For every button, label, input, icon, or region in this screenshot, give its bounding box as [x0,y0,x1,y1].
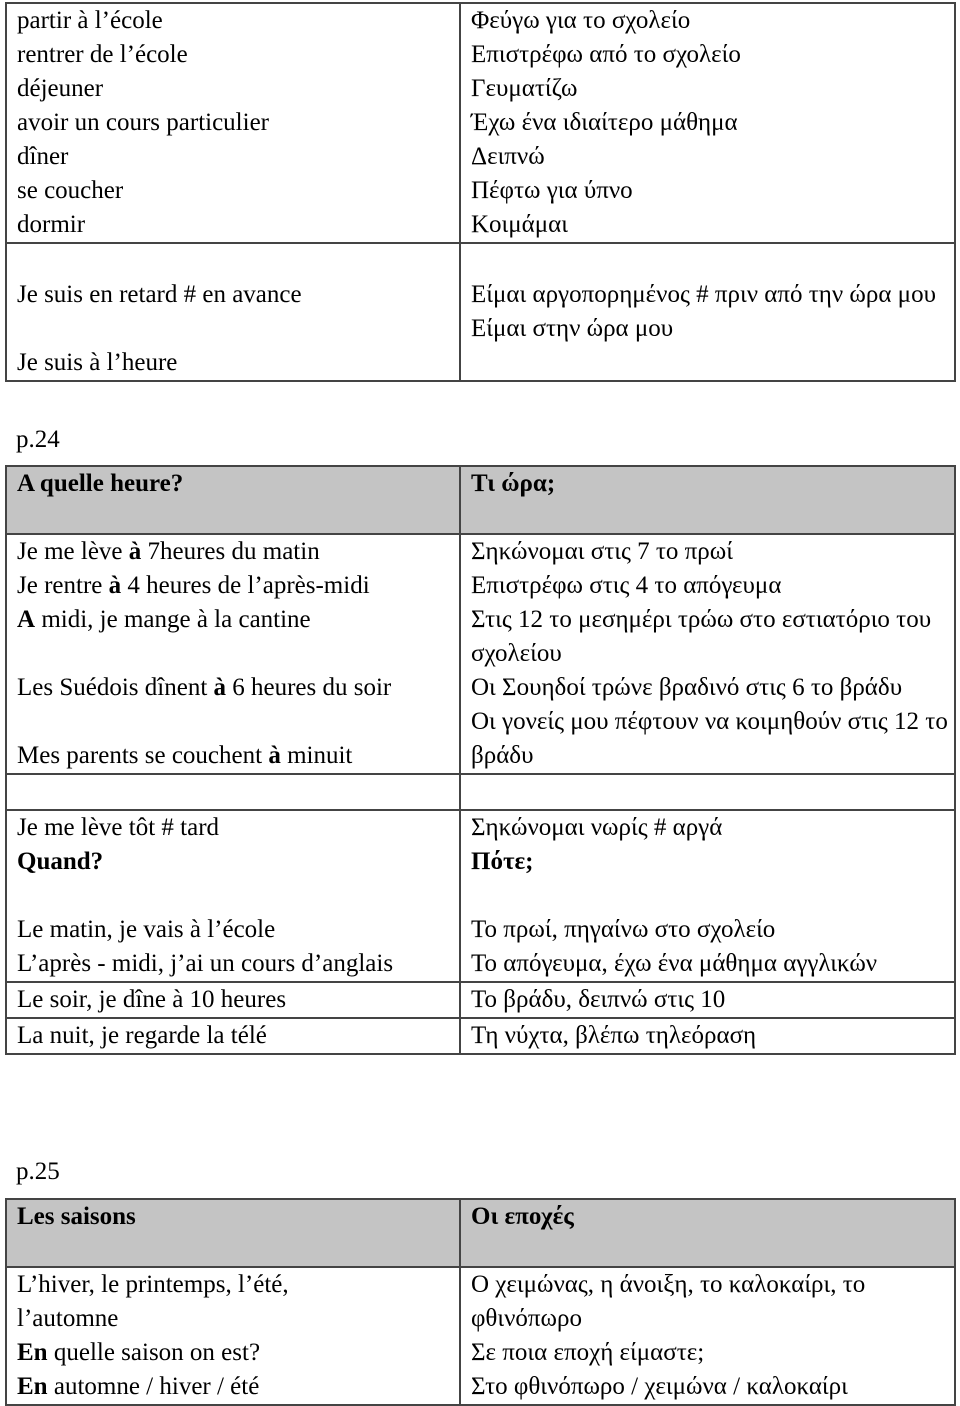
greek-cell [460,810,955,982]
vocab-table-daily [5,2,956,382]
bold-preposition: à [128,538,142,565]
bold-preposition: à [108,572,122,599]
french-term: avoir un cours particulier [17,109,269,136]
french-sentence [17,739,459,773]
table-row [6,534,955,774]
greek-term: Φεύγω για το σχολείο [471,7,691,34]
text-part: 4 heures de l’après-midi [121,572,370,599]
greek-sentence: Σηκώνομαι στις 7 το πρωί [471,538,733,565]
page-number: p.25 [16,1158,60,1185]
greek-sentence: Σε ποια εποχή είμαστε; [471,1339,705,1366]
greek-cell [460,1267,955,1405]
french-sentence [17,671,459,705]
greek-sentence: Οι γονείς μου πέφτουν να κοιμηθούν στις 12 το βράδυ [471,708,948,769]
greek-term: Έχω ένα ιδιαίτερο μάθημα [471,109,738,136]
french-cell [6,810,460,982]
french-term: déjeuner [17,75,104,102]
greek-sentence: Στο φθινόπωρο / χειμώνα / καλοκαίρι [471,1373,848,1400]
bold-preposition: à [213,674,227,701]
page-number: p.24 [16,426,60,453]
french-cell [6,1267,460,1405]
french-sentence [17,1336,459,1370]
greek-cell [460,1018,955,1054]
french-term: Je suis en retard # en avance [17,281,302,308]
text-part: Mes parents se couchent [17,742,269,769]
greek-sentence: Στις 12 το μεσημέρι τρώω στο εστιατόριο του σχολείου [471,606,932,667]
vocab-table-seasons [5,1198,956,1406]
french-sentence [17,535,459,569]
table-header-row [6,466,955,534]
spacer-cell [460,774,955,810]
greek-sentence: Το βράδυ, δειπνώ στις 10 [471,986,726,1013]
french-sentence [17,603,459,637]
text-part: Je me lève [17,538,129,565]
table-row [6,774,955,810]
greek-cell [460,3,955,243]
text-part: midi, je mange à la cantine [35,606,311,633]
greek-term: Είμαι στην ώρα μου [471,315,674,342]
header-french [6,466,460,534]
french-cell [6,982,460,1018]
text-part: 7heures du matin [141,538,320,565]
text-part: Je rentre [17,572,109,599]
french-sentence: Le soir, je dîne à 10 heures [17,986,287,1013]
french-cell [6,534,460,774]
text-part: automne / hiver / été [47,1373,260,1400]
header-greek-text: Οι εποχές [471,1203,574,1230]
text-part: minuit [280,742,353,769]
french-cell [6,1018,460,1054]
french-sentence: Je me lève tôt # tard [17,814,220,841]
greek-term: Είμαι αργοπορημένος # πριν από την ώρα μου [471,281,936,308]
text-part: Les Suédois dînent [17,674,214,701]
bold-preposition: à [268,742,281,769]
greek-sentence: Επιστρέφω στις 4 το απόγευμα [471,572,782,599]
greek-term: Γευματίζω [471,75,578,102]
table-row [6,1267,955,1405]
french-term: dîner [17,143,69,170]
french-term: Je suis à l’heure [17,349,178,376]
french-cell [6,3,460,243]
header-greek-text: Τι ώρα; [471,470,556,497]
french-term: se coucher [17,177,124,204]
header-french-text: A quelle heure? [17,470,184,497]
greek-term: Επιστρέφω από το σχολείο [471,41,741,68]
greek-sentence: Οι Σουηδοί τρώνε βραδινό στις 6 το βράδυ [471,674,903,701]
greek-cell [460,243,955,381]
table-header-row [6,1199,955,1267]
header-greek [460,1199,955,1267]
section-title-pote: Πότε; [471,848,534,875]
greek-cell [460,982,955,1018]
spacer-cell [6,774,460,810]
header-greek [460,466,955,534]
table-row [6,1018,955,1054]
greek-sentence: Το πρωί, πηγαίνω στο σχολείο [471,916,776,943]
table-row [6,243,955,381]
french-term: dormir [17,211,86,238]
header-french-text: Les saisons [17,1203,136,1230]
french-sentence: L’après - midi, j’ai un cours d’anglais [17,950,394,977]
vocab-table-time [5,465,956,1055]
greek-sentence: Σηκώνομαι νωρίς # αργά [471,814,723,841]
french-term: partir à l’école [17,7,163,34]
bold-preposition: En [17,1373,48,1400]
greek-cell [460,534,955,774]
greek-sentence: Το απόγευμα, έχω ένα μάθημα αγγλικών [471,950,878,977]
greek-term: Πέφτω για ύπνο [471,177,633,204]
french-sentence [17,569,459,603]
text-part: quelle saison on est? [47,1339,261,1366]
bold-preposition: En [17,1339,48,1366]
greek-term: Δειπνώ [471,143,545,170]
greek-sentence: Ο χειμώνας, η άνοιξη, το καλοκαίρι, το φθινόπωρο [471,1271,866,1332]
text-part: 6 heures du soir [226,674,392,701]
table-row [6,982,955,1018]
french-sentence: L’hiver, le printemps, l’été, l’automne [17,1271,289,1332]
section-title-quand: Quand? [17,848,104,875]
french-sentence: La nuit, je regarde la télé [17,1022,267,1049]
french-cell [6,243,460,381]
greek-term: Κοιμάμαι [471,211,569,238]
table-row [6,3,955,243]
header-french [6,1199,460,1267]
french-sentence [17,1370,459,1404]
french-sentence: Le matin, je vais à l’école [17,916,276,943]
french-term: rentrer de l’école [17,41,188,68]
greek-sentence: Τη νύχτα, βλέπω τηλεόραση [471,1022,757,1049]
bold-preposition: A [17,606,36,633]
table-row [6,810,955,982]
